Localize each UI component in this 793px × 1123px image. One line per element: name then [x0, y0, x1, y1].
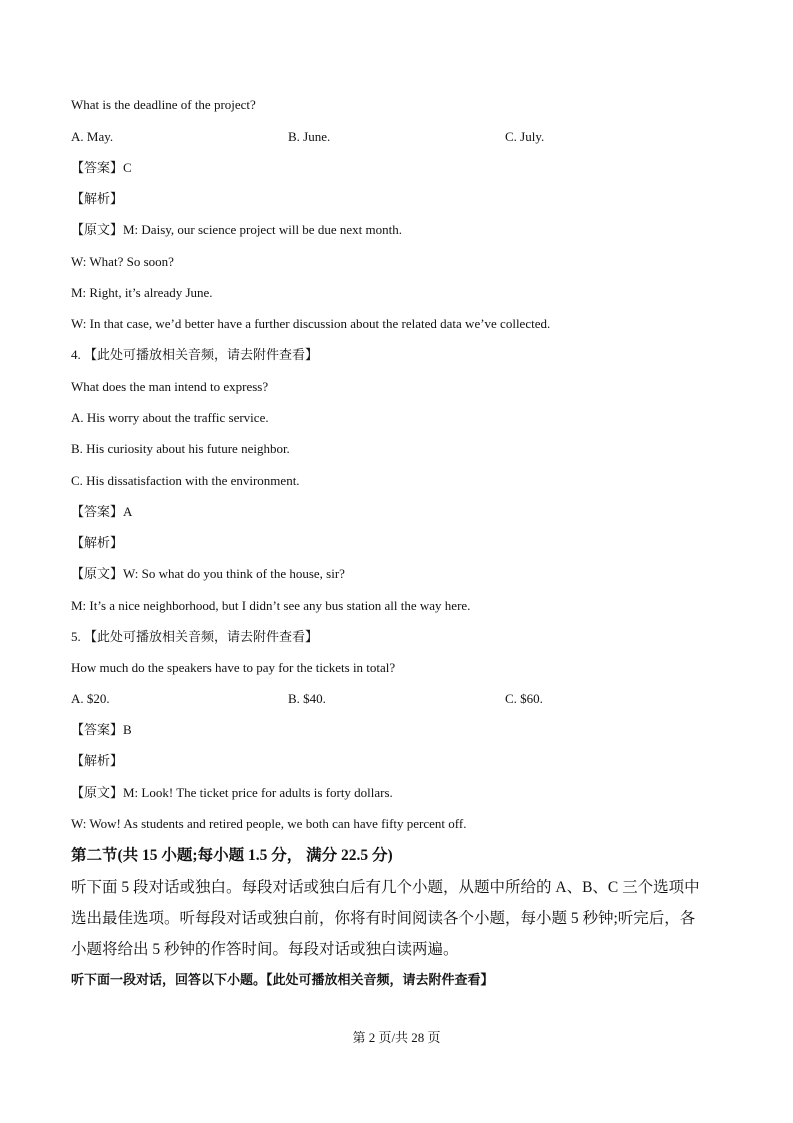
q4-option-c: C. His dissatisfaction with the environment. — [71, 473, 300, 488]
q3-transcript-line: W: What? So soon? — [71, 254, 174, 269]
q4-heading: 4. 【此处可播放相关音频，请去附件查看】 — [71, 347, 319, 362]
q4-option-b: B. His curiosity about his future neighbor. — [71, 441, 290, 456]
q3-option-a: A. May. — [71, 129, 114, 144]
q3-option-c: C. July. — [505, 129, 545, 144]
q3-option-b: B. June. — [288, 129, 331, 144]
section2-instruction-line: 听下面 5 段对话或独白。每段对话或独白后有几个小题，从题中所给的 A、B、C 三个选项中 — [71, 879, 700, 896]
q3-analysis: 【解析】 — [71, 191, 124, 206]
q5-option-a: A. $20. — [71, 691, 110, 706]
q5-option-c: C. $60. — [505, 691, 543, 706]
q3-transcript-line: W: In that case, we’d better have a further discussion about the related data we’ve collected. — [71, 316, 551, 331]
q3-transcript-line: M: Right, it’s already June. — [71, 285, 213, 300]
q5-option-b: B. $40. — [288, 691, 326, 706]
q3-answer: 【答案】C — [71, 160, 132, 175]
q5-transcript-line: W: Wow! As students and retired people, we both can have fifty percent off. — [71, 816, 467, 831]
q4-question: What does the man intend to express? — [71, 379, 269, 394]
page-footer: 第 2 页/共 28 页 — [352, 1030, 441, 1045]
q5-answer: 【答案】B — [71, 722, 132, 737]
q3-transcript-line: 【原文】M: Daisy, our science project will be due next month. — [71, 222, 402, 237]
q4-option-a: A. His worry about the traffic service. — [71, 410, 269, 425]
section2-instruction-line: 小题将给出 5 秒钟的作答时间。每段对话或独白读两遍。 — [71, 941, 459, 958]
section2-title: 第二节(共 15 小题;每小题 1.5 分， 满分 22.5 分) — [71, 847, 393, 864]
q4-answer: 【答案】A — [71, 504, 133, 519]
q4-transcript-line: 【原文】W: So what do you think of the house, sir? — [71, 566, 345, 581]
q5-question: How much do the speakers have to pay for the tickets in total? — [71, 660, 396, 675]
q3-question: What is the deadline of the project? — [71, 97, 256, 112]
q4-transcript-line: M: It’s a nice neighborhood, but I didn’t see any bus station all the way here. — [71, 598, 471, 613]
q4-analysis: 【解析】 — [71, 535, 124, 550]
section2-instruction-line: 选出最佳选项。听每段对话或独白前，你将有时间阅读各个小题，每小题 5 秒钟;听完后，各 — [71, 910, 696, 927]
q5-transcript-line: 【原文】M: Look! The ticket price for adults is forty dollars. — [71, 785, 393, 800]
q5-analysis: 【解析】 — [71, 753, 124, 768]
section2-prompt: 听下面一段对话，回答以下小题。【此处可播放相关音频，请去附件查看】 — [71, 972, 494, 987]
q5-heading: 5. 【此处可播放相关音频，请去附件查看】 — [71, 629, 319, 644]
